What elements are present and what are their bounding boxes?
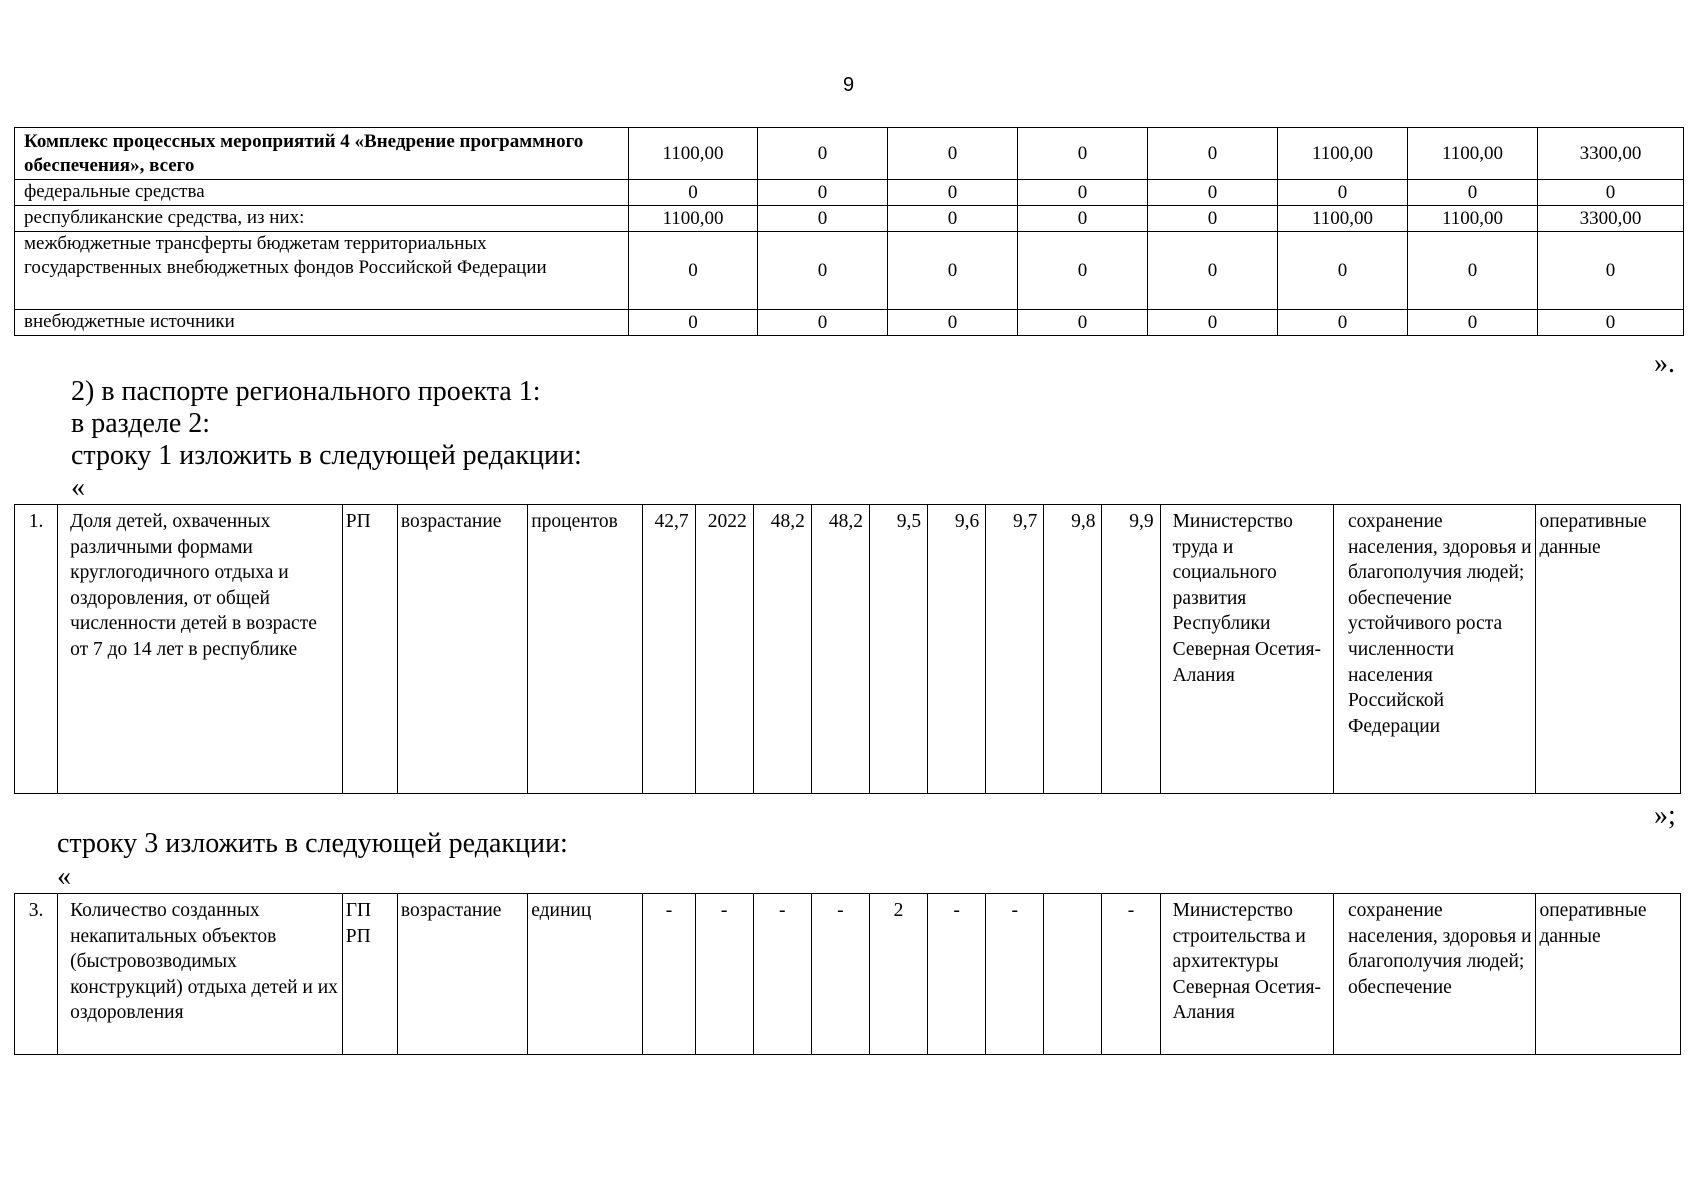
data-source: оперативные данные — [1536, 505, 1681, 794]
finance-value-cell: 1100,00 — [629, 128, 758, 180]
closing-quote-2: »; — [1654, 800, 1676, 831]
finance-value-cell: 0 — [1408, 310, 1538, 336]
national-goal: сохранение населения, здоровья и благополучия людей; обеспечение устойчивого роста численности населения Российской Федерации — [1334, 505, 1536, 794]
value-cell: 9,7 — [986, 505, 1044, 794]
finance-row — [15, 206, 1684, 232]
value-cell: - — [928, 894, 986, 1055]
value-cell: 42,7 — [643, 505, 695, 794]
table-row — [15, 894, 1681, 1055]
value-cell: 48,2 — [811, 505, 869, 794]
finance-value-cell: 1100,00 — [1408, 206, 1538, 232]
row-number: 3. — [15, 894, 58, 1055]
finance-value-cell: 3300,00 — [1538, 128, 1684, 180]
finance-row — [15, 128, 1684, 180]
value-cell: - — [986, 894, 1044, 1055]
value-cell: 9,8 — [1044, 505, 1102, 794]
finance-value-cell: 0 — [888, 232, 1018, 310]
finance-value-cell: 0 — [758, 206, 888, 232]
value-cell: - — [1102, 894, 1160, 1055]
finance-value-cell: 0 — [1018, 128, 1148, 180]
finance-row-label: Комплекс процессных мероприятий 4 «Внедрение программного обеспечения», всего — [15, 128, 629, 180]
finance-value-cell: 0 — [758, 180, 888, 206]
finance-value-cell: 0 — [758, 128, 888, 180]
indicator-level: РП — [342, 505, 397, 794]
finance-value-cell: 0 — [1018, 206, 1148, 232]
indicator-table-row-1 — [14, 504, 1681, 794]
finance-value-cell: 0 — [1018, 232, 1148, 310]
value-cell: 9,5 — [869, 505, 927, 794]
finance-row-label: внебюджетные источники — [15, 310, 629, 336]
finance-value-cell: 0 — [1538, 232, 1684, 310]
text-line-4: строку 3 изложить в следующей редакции: — [57, 828, 568, 859]
value-cell: 9,6 — [928, 505, 986, 794]
value-cell: - — [753, 894, 811, 1055]
finance-value-cell: 0 — [1148, 206, 1278, 232]
finance-value-cell: 0 — [758, 310, 888, 336]
finance-value-cell: 1100,00 — [1408, 128, 1538, 180]
finance-value-cell: 0 — [1538, 310, 1684, 336]
closing-quote-1: ». — [1654, 348, 1675, 379]
finance-value-cell: 0 — [1148, 310, 1278, 336]
finance-row — [15, 232, 1684, 310]
finance-value-cell: 0 — [1148, 180, 1278, 206]
finance-value-cell: 0 — [1278, 310, 1408, 336]
finance-value-cell: 0 — [1538, 180, 1684, 206]
finance-value-cell: 0 — [888, 206, 1018, 232]
data-source: оперативные данные — [1536, 894, 1681, 1055]
indicator-name: Доля детей, охваченных различными формами круглогодичного отдыха и оздоровления, от общей численности детей в возрасте от 7 до 14 лет в республике — [58, 505, 343, 794]
finance-value-cell: 1100,00 — [1278, 128, 1408, 180]
value-cell: - — [695, 894, 753, 1055]
text-line-2: в разделе 2: — [71, 408, 211, 439]
indicator-table-row-3 — [14, 893, 1681, 1055]
finance-value-cell: 0 — [629, 232, 758, 310]
finance-value-cell: 0 — [1018, 180, 1148, 206]
row-number: 1. — [15, 505, 58, 794]
finance-value-cell: 0 — [888, 310, 1018, 336]
table-row — [15, 505, 1681, 794]
finance-row-label: республиканские средства, из них: — [15, 206, 629, 232]
finance-row-label: федеральные средства — [15, 180, 629, 206]
open-quote-2: « — [57, 861, 71, 892]
finance-value-cell: 0 — [629, 180, 758, 206]
open-quote-1: « — [71, 472, 85, 503]
finance-value-cell: 0 — [629, 310, 758, 336]
indicator-unit: процентов — [528, 505, 643, 794]
finance-value-cell: 1100,00 — [1278, 206, 1408, 232]
finance-value-cell: 0 — [1408, 232, 1538, 310]
value-cell — [1044, 894, 1102, 1055]
indicator-unit: единиц — [528, 894, 643, 1055]
value-cell: 9,9 — [1102, 505, 1160, 794]
text-line-1: 2) в паспорте регионального проекта 1: — [71, 376, 541, 407]
finance-value-cell: 3300,00 — [1538, 206, 1684, 232]
responsible-body: Министерство строительства и архитектуры Северная Осетия-Алания — [1160, 894, 1333, 1055]
finance-row-label: межбюджетные трансферты бюджетам территориальных государственных внебюджетных фондов Российской Федерации — [15, 232, 629, 310]
national-goal: сохранение населения, здоровья и благополучия людей; обеспечение — [1334, 894, 1536, 1055]
value-cell: 48,2 — [753, 505, 811, 794]
page-number: 9 — [842, 74, 855, 96]
finance-value-cell: 0 — [1148, 128, 1278, 180]
responsible-body: Министерство труда и социального развития Республики Северная Осетия-Алания — [1160, 505, 1333, 794]
finance-value-cell: 0 — [1018, 310, 1148, 336]
finance-value-cell: 1100,00 — [629, 206, 758, 232]
indicator-direction: возрастание — [397, 894, 527, 1055]
finance-value-cell: 0 — [1148, 232, 1278, 310]
text-line-3: строку 1 изложить в следующей редакции: — [71, 440, 582, 471]
finance-value-cell: 0 — [1278, 180, 1408, 206]
finance-value-cell: 0 — [1408, 180, 1538, 206]
indicator-direction: возрастание — [397, 505, 527, 794]
finance-value-cell: 0 — [1278, 232, 1408, 310]
value-cell: - — [643, 894, 695, 1055]
finance-row — [15, 180, 1684, 206]
finance-value-cell: 0 — [888, 180, 1018, 206]
finance-row — [15, 310, 1684, 336]
indicator-name: Количество созданных некапитальных объектов (быстровозводимых конструкций) отдыха детей и их оздоровления — [58, 894, 343, 1055]
finance-value-cell: 0 — [888, 128, 1018, 180]
finance-value-cell: 0 — [758, 232, 888, 310]
indicator-level: ГП РП — [342, 894, 397, 1055]
value-cell: 2022 — [695, 505, 753, 794]
finance-table — [14, 127, 1684, 336]
value-cell: - — [811, 894, 869, 1055]
value-cell: 2 — [869, 894, 927, 1055]
